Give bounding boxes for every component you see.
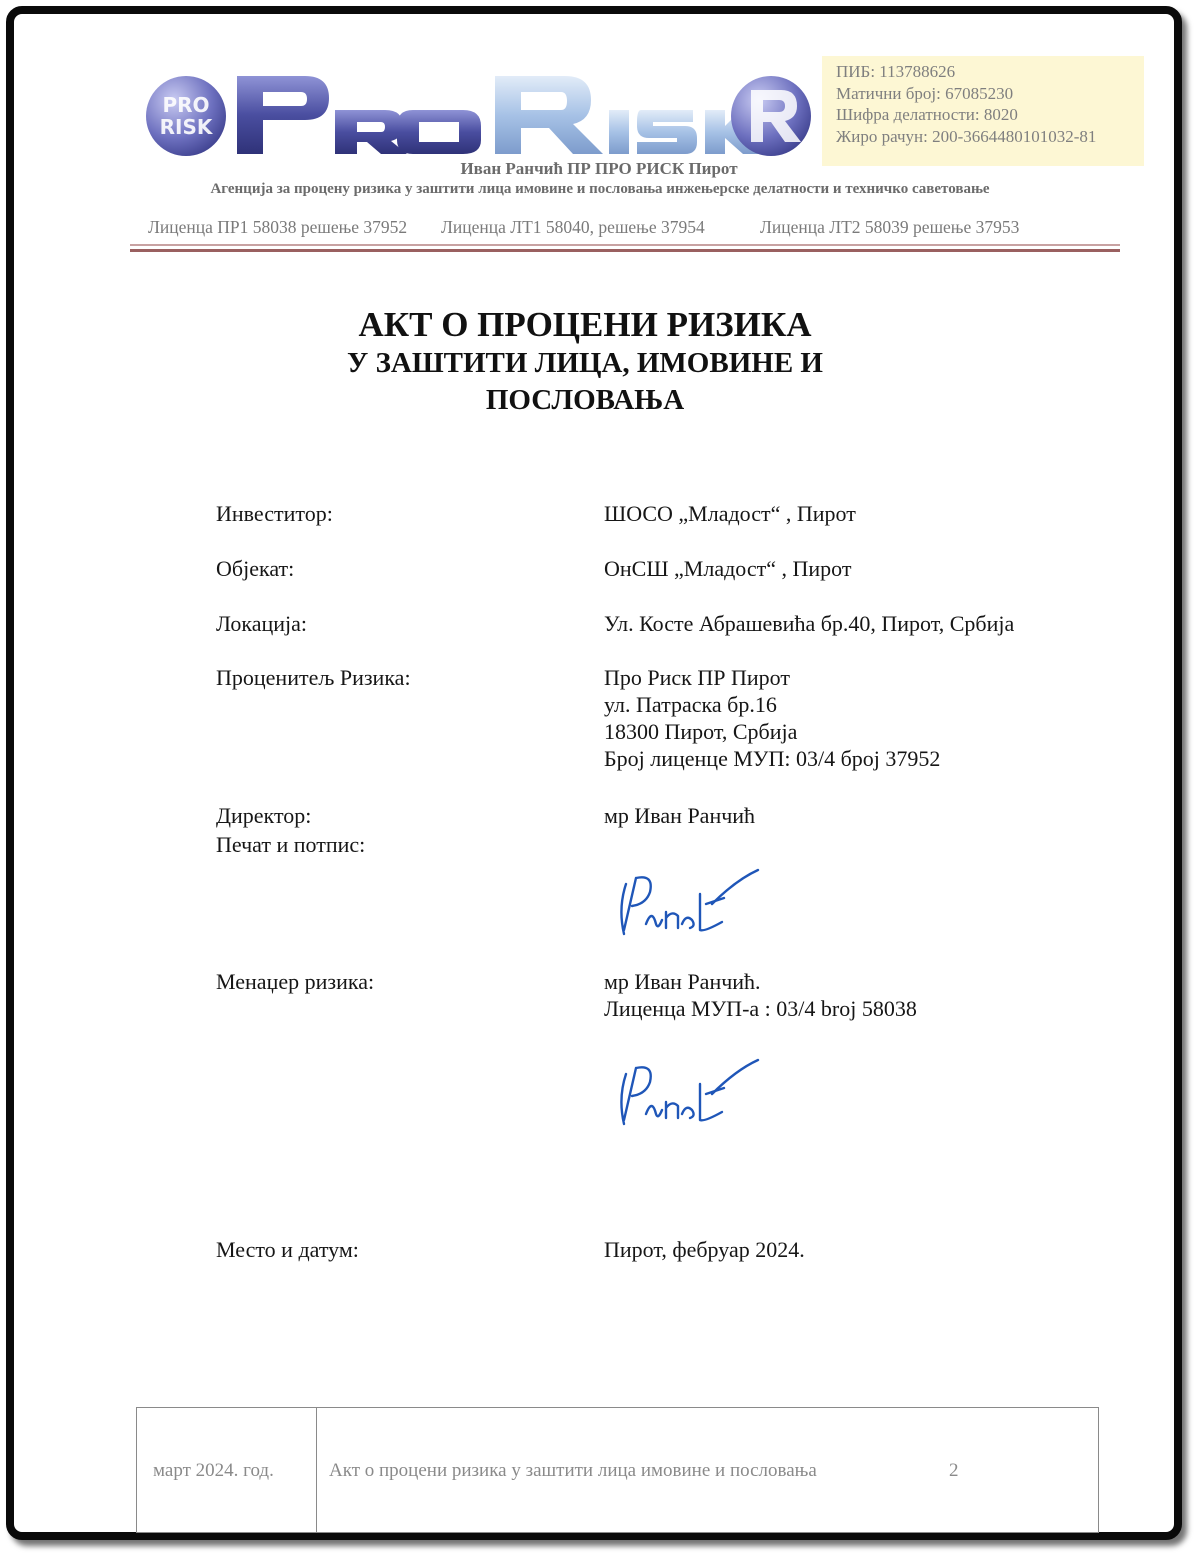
page-footer (136, 1407, 1099, 1533)
location-value: Ул. Косте Абрашевића бр.40, Пирот, Србија (604, 611, 1015, 636)
object-value: ОнСШ „Младост“ , Пирот (604, 556, 852, 581)
bank-account-text: Жиро рачун: 200-3664480101032-81 (836, 126, 1097, 146)
svg-text:RISK: RISK (159, 115, 213, 139)
assessor-label: Проценитељ Ризика: (216, 665, 411, 690)
object-label: Објекат: (216, 556, 295, 581)
place-date-label: Место и датум: (216, 1237, 359, 1262)
director-label: Директор: (216, 803, 312, 828)
risk-manager-name: мр Иван Ранчић. (604, 969, 761, 994)
company-owner-line: Иван Ранчић ПР ПРО РИСК Пирот (460, 159, 738, 178)
footer-date: март 2024. год. (153, 1460, 274, 1481)
director-signature (612, 864, 760, 944)
agency-description: Агенција за процену ризика у заштити лица имовине и пословања инжењерске делатности и техничко саветовање (210, 181, 990, 197)
assessor-name: Про Риск ПР Пирот (604, 665, 790, 690)
pib-text: ПИБ: 113788626 (836, 62, 956, 81)
footer-page-number: 2 (949, 1460, 959, 1481)
risk-manager-license: Лиценца МУП-а : 03/4 broj 58038 (604, 996, 917, 1021)
document-title-line-1: АКТ О ПРОЦЕНИ РИЗИКА (358, 305, 812, 344)
pro-risk-logo (145, 70, 815, 162)
footer-document-title: Акт о процени ризика у заштити лица имовине и пословања (329, 1460, 817, 1481)
activity-code-text: Шифра делатности: 8020 (836, 105, 1018, 124)
assessor-street: ул. Патраска бр.16 (604, 692, 777, 717)
director-value: мр Иван Ранчић (604, 803, 756, 828)
document-title-line-3: ПОСЛОВАЊА (485, 384, 685, 416)
license-lt2: Лиценца ЛТ2 58039 решење 37953 (760, 217, 1020, 237)
registration-number-text: Матични број: 67085230 (836, 83, 1014, 103)
location-label: Локација: (216, 611, 308, 636)
risk-manager-label: Менаџер ризика: (216, 969, 375, 994)
registry-info-box (822, 56, 1144, 166)
document-title-line-2: У ЗАШТИТИ ЛИЦА, ИМОВИНЕ И (347, 347, 823, 379)
header-divider-thick (130, 249, 1120, 252)
license-pr1: Лиценца ПР1 58038 решење 37952 (148, 217, 408, 237)
header-divider-thin (130, 244, 1120, 246)
assessor-city: 18300 Пирот, Србија (604, 719, 798, 744)
risk-manager-signature (612, 1054, 760, 1134)
assessor-license: Број лиценце МУП: 03/4 број 37952 (604, 746, 941, 771)
investor-value: ШОСО „Младост“ , Пирот (604, 501, 856, 526)
stamp-signature-label: Печат и потпис: (216, 832, 366, 857)
svg-text:PRO: PRO (162, 93, 210, 117)
license-lt1: Лиценца ЛТ1 58040, решење 37954 (441, 217, 705, 237)
investor-label: Инвеститор: (216, 501, 333, 526)
place-date-value: Пирот, фебруар 2024. (604, 1237, 805, 1262)
